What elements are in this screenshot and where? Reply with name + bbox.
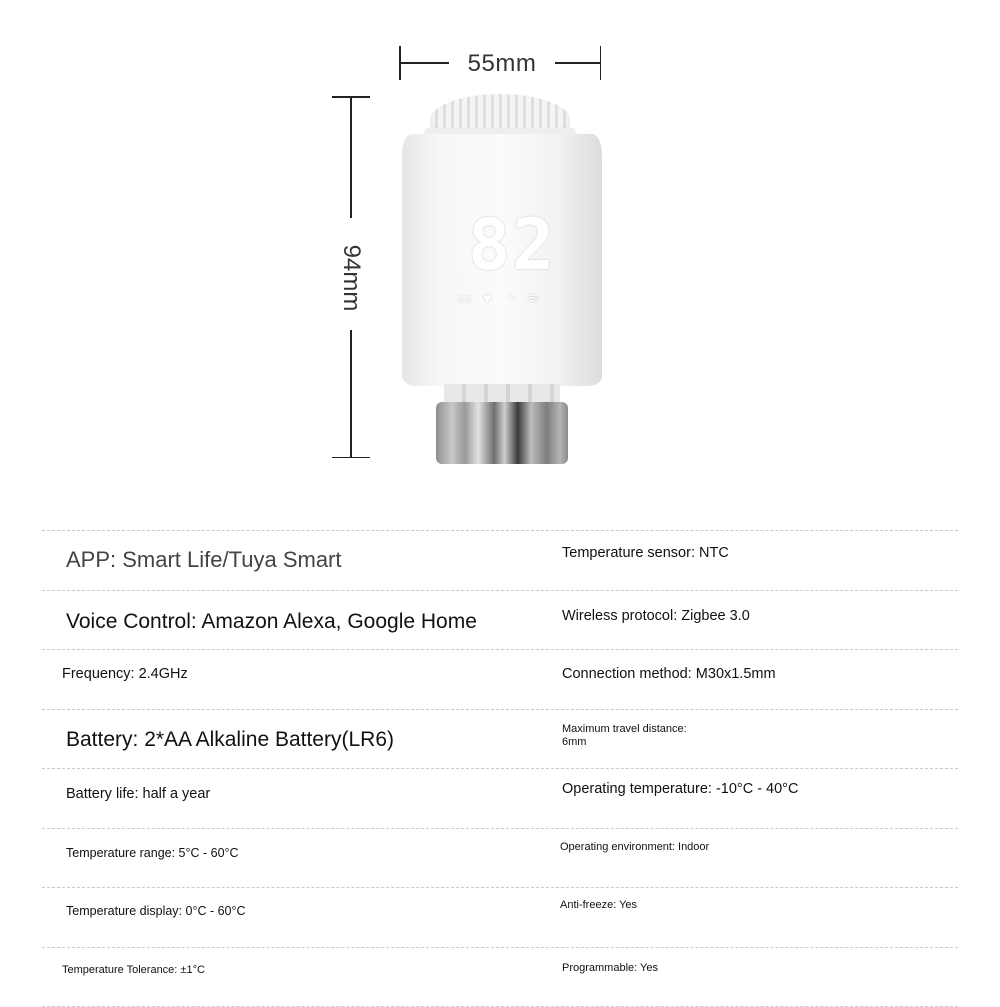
dimension-line xyxy=(399,62,449,64)
heart-icon: ♥ xyxy=(479,290,496,307)
led-display xyxy=(456,210,556,290)
spec-temperature-tolerance: Temperature Tolerance: ±1°C xyxy=(62,964,205,976)
spec-row xyxy=(42,530,958,590)
clock-icon: ◔ xyxy=(502,290,519,307)
dimension-tick xyxy=(600,46,602,80)
spec-table xyxy=(42,530,958,1007)
display-icons xyxy=(456,290,556,310)
spec-temperature-sensor: Temperature sensor: NTC xyxy=(562,545,729,561)
wifi-signal-icon: ≋ xyxy=(525,290,542,307)
spec-row xyxy=(42,947,958,1007)
spec-connection-method: Connection method: M30x1.5mm xyxy=(562,666,776,682)
spec-operating-temperature: Operating temperature: -10°C - 40°C xyxy=(562,781,798,797)
spec-programmable: Programmable: Yes xyxy=(562,962,658,974)
spec-max-travel-label: Maximum travel distance: xyxy=(562,723,687,736)
spec-max-travel-value: 6mm xyxy=(562,736,687,749)
spec-max-travel-distance xyxy=(562,723,687,749)
width-label: 55mm xyxy=(449,50,555,78)
display-dot xyxy=(458,278,466,286)
spec-temperature-display: Temperature display: 0°C - 60°C xyxy=(66,904,246,918)
height-label: 94mm xyxy=(337,228,365,328)
spec-row xyxy=(42,709,958,769)
display-digits: 82 xyxy=(468,210,556,280)
spec-battery-life: Battery life: half a year xyxy=(66,786,210,802)
dimension-tick xyxy=(332,457,370,459)
window-icon: ▭ xyxy=(456,290,473,307)
width-dimension xyxy=(399,46,601,80)
spec-voice-control: Voice Control: Amazon Alexa, Google Home xyxy=(66,610,477,634)
spec-row xyxy=(42,887,958,947)
thermostat-product-image xyxy=(398,94,606,466)
spec-app: APP: Smart Life/Tuya Smart xyxy=(66,547,342,573)
spec-battery: Battery: 2*AA Alkaline Battery(LR6) xyxy=(66,728,394,752)
dimension-line xyxy=(555,62,601,64)
dimension-line xyxy=(350,96,352,218)
thermostat-body xyxy=(402,134,602,386)
spec-temperature-range: Temperature range: 5°C - 60°C xyxy=(66,846,239,860)
spec-row xyxy=(42,768,958,828)
spec-anti-freeze: Anti-freeze: Yes xyxy=(560,899,637,911)
metal-nut xyxy=(436,402,568,464)
spec-wireless-protocol: Wireless protocol: Zigbee 3.0 xyxy=(562,608,750,624)
spec-row xyxy=(42,590,958,650)
spec-frequency: Frequency: 2.4GHz xyxy=(62,666,188,682)
height-dimension xyxy=(332,96,370,458)
spec-operating-environment: Operating environment: Indoor xyxy=(560,841,709,853)
dimension-line xyxy=(350,330,352,458)
spec-row xyxy=(42,828,958,888)
spec-row xyxy=(42,649,958,709)
